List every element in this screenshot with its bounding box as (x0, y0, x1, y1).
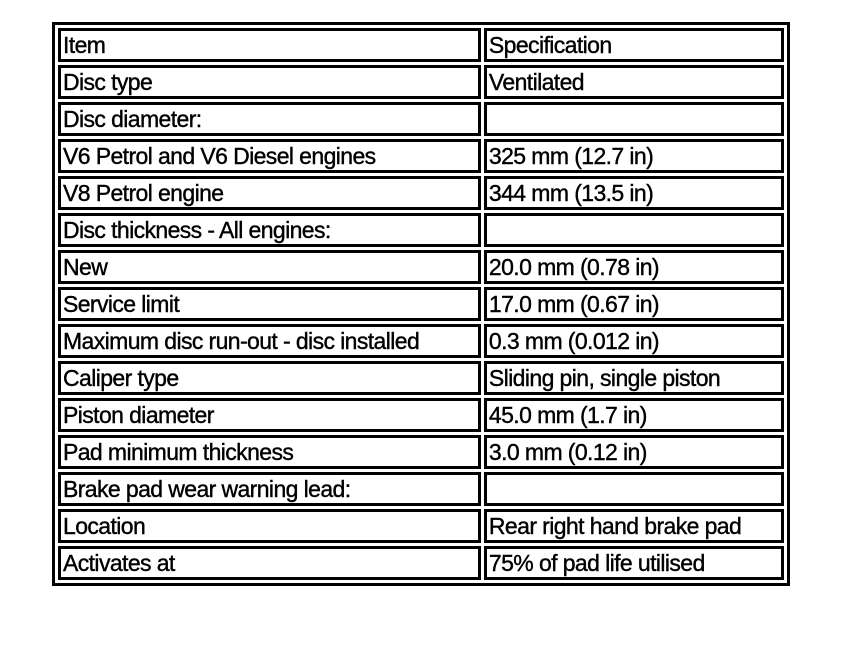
item-cell: Piston diameter (58, 398, 481, 432)
specification-cell: 17.0 mm (0.67 in) (484, 287, 784, 321)
item-cell: New (58, 250, 481, 284)
item-cell: Caliper type (58, 361, 481, 395)
table-row (58, 435, 784, 469)
specification-cell (484, 472, 784, 506)
item-cell: V6 Petrol and V6 Diesel engines (58, 139, 481, 173)
table-row (58, 398, 784, 432)
header-item-cell: Item (58, 28, 481, 62)
table-row (58, 176, 784, 210)
table-row (58, 102, 784, 136)
specification-cell: 325 mm (12.7 in) (484, 139, 784, 173)
item-cell: Activates at (58, 546, 481, 580)
item-cell: Disc diameter: (58, 102, 481, 136)
item-cell: Location (58, 509, 481, 543)
specification-cell (484, 213, 784, 247)
table-row (58, 139, 784, 173)
item-cell: Maximum disc run-out - disc installed (58, 324, 481, 358)
item-cell: V8 Petrol engine (58, 176, 481, 210)
specification-cell: Ventilated (484, 65, 784, 99)
specification-cell: 20.0 mm (0.78 in) (484, 250, 784, 284)
item-cell: Brake pad wear warning lead: (58, 472, 481, 506)
table-row (58, 287, 784, 321)
specification-cell: 75% of pad life utilised (484, 546, 784, 580)
table-row (58, 213, 784, 247)
table-row (58, 65, 784, 99)
header-specification-cell: Specification (484, 28, 784, 62)
table-row (58, 546, 784, 580)
specification-table (52, 22, 790, 586)
table-row (58, 361, 784, 395)
item-cell: Service limit (58, 287, 481, 321)
table-row (58, 472, 784, 506)
table-row (58, 324, 784, 358)
specification-cell: 3.0 mm (0.12 in) (484, 435, 784, 469)
table-row (58, 250, 784, 284)
table-row (58, 509, 784, 543)
specification-cell: 45.0 mm (1.7 in) (484, 398, 784, 432)
specification-cell: Rear right hand brake pad (484, 509, 784, 543)
item-cell: Pad minimum thickness (58, 435, 481, 469)
specification-cell (484, 102, 784, 136)
specification-cell: Sliding pin, single piston (484, 361, 784, 395)
table-header-row (58, 28, 784, 62)
item-cell: Disc thickness - All engines: (58, 213, 481, 247)
specification-cell: 344 mm (13.5 in) (484, 176, 784, 210)
specification-cell: 0.3 mm (0.012 in) (484, 324, 784, 358)
item-cell: Disc type (58, 65, 481, 99)
